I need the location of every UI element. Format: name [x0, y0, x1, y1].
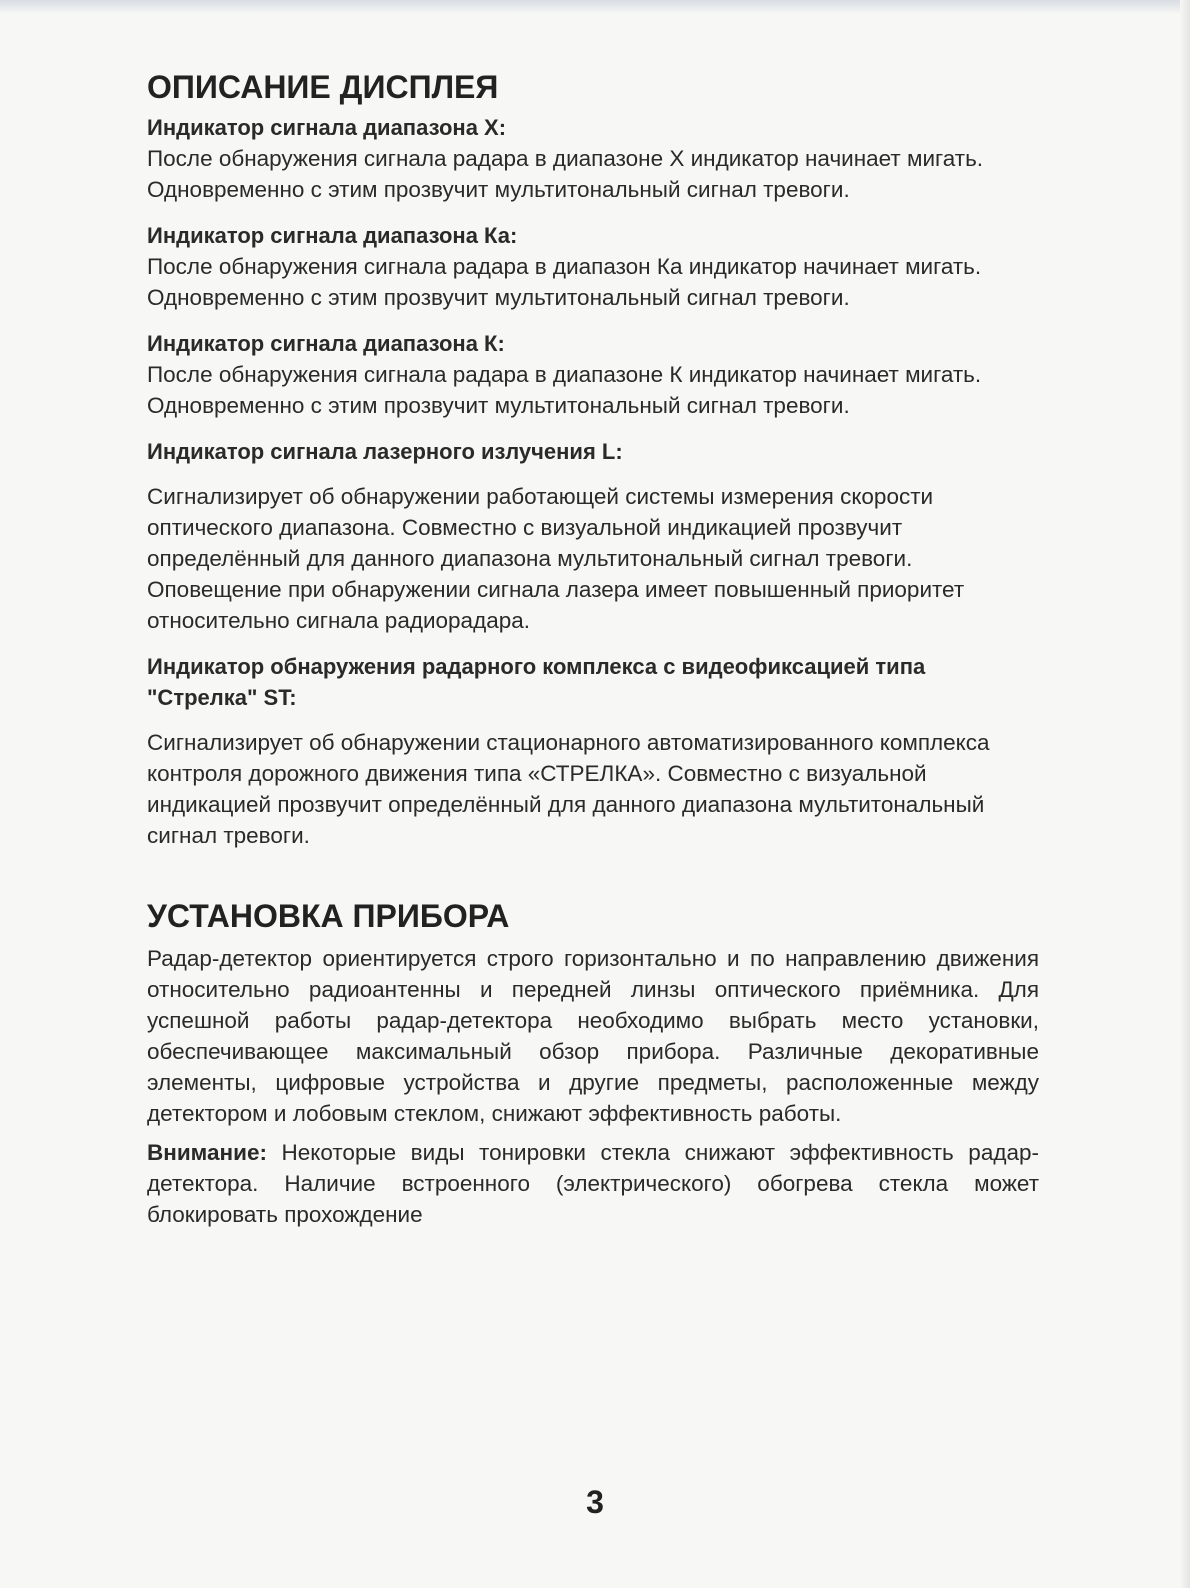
- install-section-title: УСТАНОВКА ПРИБОРА: [147, 898, 510, 934]
- k-band-block: [147, 328, 1043, 421]
- ka-band-block: [147, 220, 1043, 313]
- warning-text: Некоторые виды тонировки стекла снижают эффективность радар- детектора. Наличие встроенного (электрического) обогрева стекла может блокировать прохождение: [147, 1140, 1039, 1227]
- scan-right-edge: [1180, 0, 1190, 1588]
- install-warning: [147, 1137, 1039, 1230]
- laser-heading: Индикатор сигнала лазерного излучения L:: [147, 439, 623, 464]
- page-number: 3: [586, 1484, 604, 1520]
- display-section-title: ОПИСАНИЕ ДИСПЛЕЯ: [147, 69, 499, 105]
- strelka-text: Сигнализирует об обнаружении стационарного автоматизированного комплекса контроля дорожного движения типа «СТРЕЛКА». Совместно с визуальной индикацией прозвучит определённый для данного диапазона мультитональный сигнал тревоги.: [147, 730, 990, 848]
- laser-block: [147, 436, 1043, 636]
- k-band-text: После обнаружения сигнала радара в диапазоне К индикатор начинает мигать. Одновременно с этим прозвучит мультитональный сигнал тревоги.: [147, 362, 982, 418]
- k-band-heading: Индикатор сигнала диапазона К:: [147, 331, 505, 356]
- strelka-heading: Индикатор обнаружения радарного комплекса с видеофиксацией типа "Стрелка" ST:: [147, 654, 926, 710]
- scan-top-edge: [0, 0, 1190, 14]
- x-band-heading: Индикатор сигнала диапазона X:: [147, 115, 507, 140]
- x-band-block: [147, 112, 1043, 205]
- laser-text: Сигнализирует об обнаружении работающей системы измерения скорости оптического диапазона. Совместно с визуальной индикацией прозвучит определённый для данного диапазона мультитональный сигнал тревоги. Оповещение при обнаружении сигнала лазера имеет повышенный приоритет относительно сигнала радиорадара.: [147, 484, 965, 633]
- ka-band-text: После обнаружения сигнала радара в диапазон Ка индикатор начинает мигать. Одновременно с этим прозвучит мультитональный сигнал тревоги.: [147, 254, 982, 310]
- page-content: [147, 64, 1043, 1230]
- strelka-block: [147, 651, 1043, 851]
- x-band-text: После обнаружения сигнала радара в диапазоне X индикатор начинает мигать. Одновременно с этим прозвучит мультитональный сигнал тревоги.: [147, 146, 984, 202]
- install-text: Радар-детектор ориентируется строго горизонтально и по направлению движения относительно радиоантенны и передней линзы оптического приёмника. Для успешной работы радар-детектора необходимо выбрать место установки, обеспечивающее максимальный обзор прибора. Различные декоративные элементы, цифровые устройства и другие предметы, расположенные между детектором и лобовым стеклом, снижают эффективность работы.: [147, 946, 1039, 1126]
- warning-label: Внимание:: [147, 1140, 267, 1165]
- ka-band-heading: Индикатор сигнала диапазона Ка:: [147, 223, 518, 248]
